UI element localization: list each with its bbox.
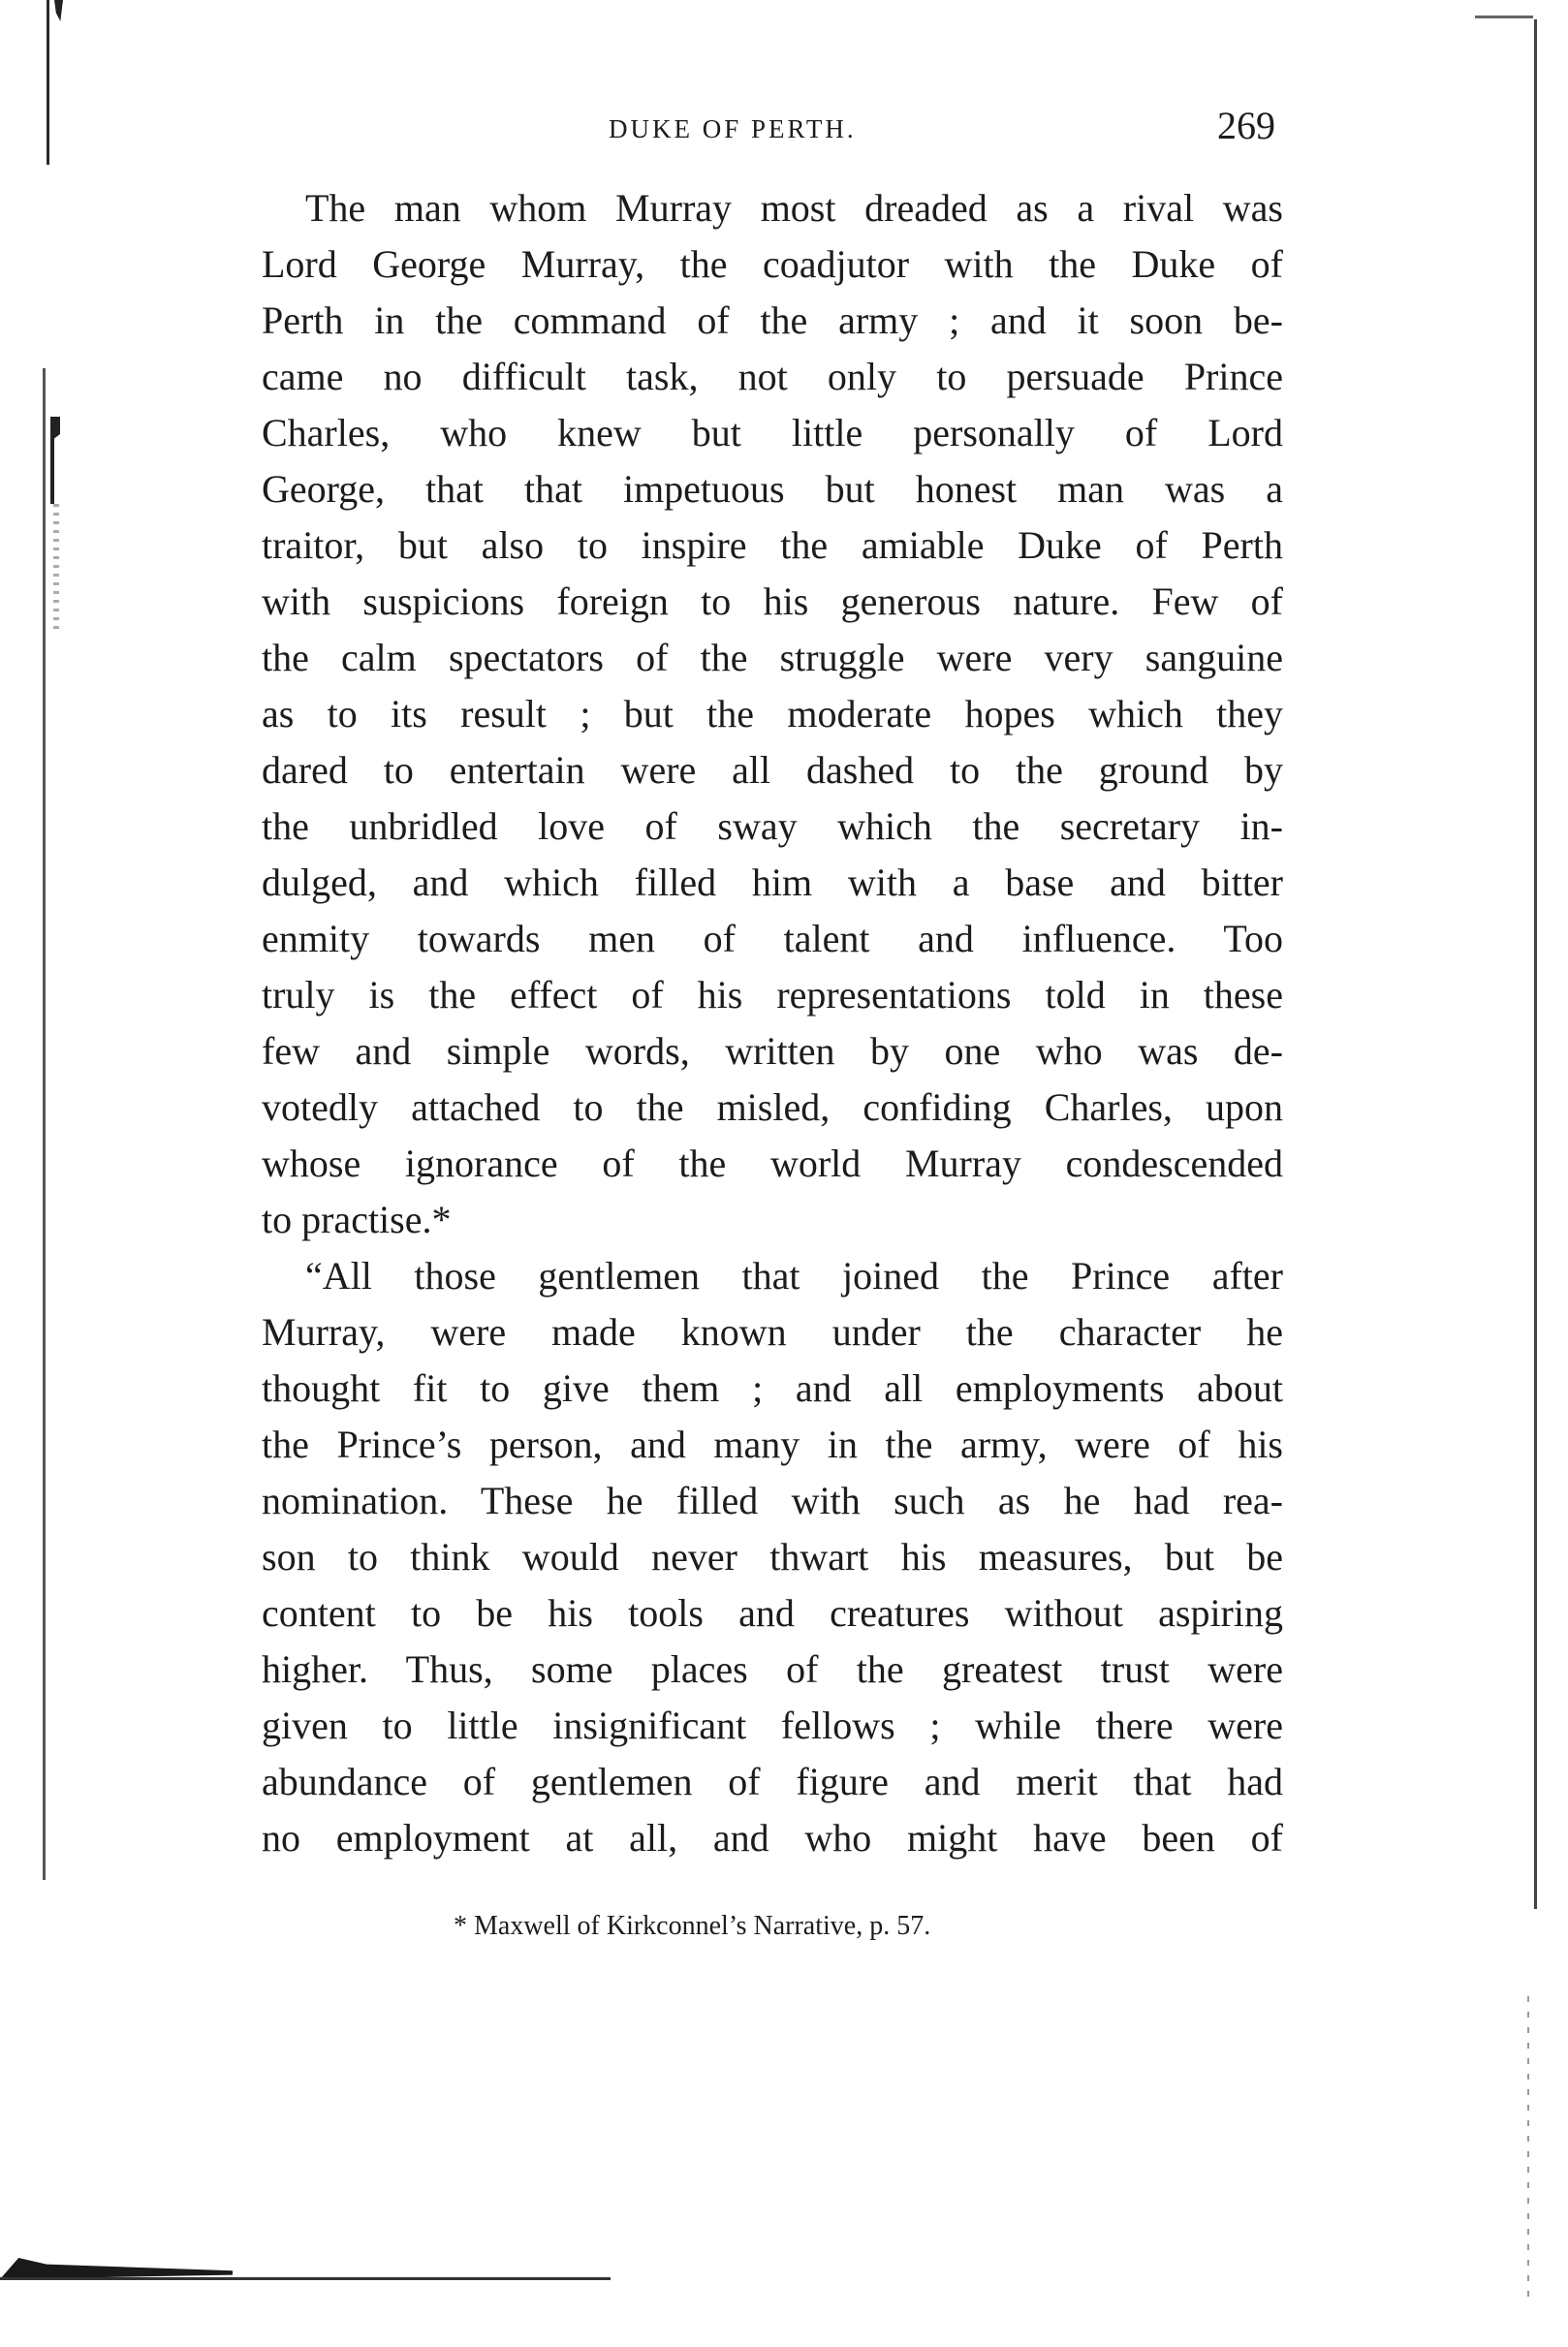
scan-mark-top-left xyxy=(54,0,63,21)
page-number: 269 xyxy=(1217,104,1275,147)
text-line: given to little insignificant fellows ; while there were xyxy=(262,1704,1283,1747)
text-line: nomination. These he filled with such as he had rea- xyxy=(262,1479,1283,1522)
text-line: Perth in the command of the army ; and it soon be- xyxy=(262,298,1283,342)
text-line: dulged, and which filled him with a base and bitter xyxy=(262,861,1283,904)
text-line: as to its result ; but the moderate hopes which they xyxy=(262,692,1283,735)
text-line: few and simple words, written by one who was de- xyxy=(262,1029,1283,1073)
text-line: son to think would never thwart his measures, but be xyxy=(262,1535,1283,1579)
scan-bracket-left xyxy=(50,417,60,504)
text-line: “All those gentlemen that joined the Prince after xyxy=(305,1254,1283,1298)
text-line: George, that that impetuous but honest man was a xyxy=(262,467,1283,511)
text-line: abundance of gentlemen of figure and merit that had xyxy=(262,1760,1283,1803)
text-line: content to be his tools and creatures without aspiring xyxy=(262,1591,1283,1635)
scan-line-bottom xyxy=(0,2277,611,2280)
text-line: no employment at all, and who might have been of xyxy=(262,1816,1283,1860)
text-line: whose ignorance of the world Murray condescended xyxy=(262,1142,1283,1185)
text-line: thought fit to give them ; and all employments about xyxy=(262,1366,1283,1410)
text-line: Charles, who knew but little personally of Lord xyxy=(262,411,1283,454)
text-line: to practise.* xyxy=(262,1198,452,1241)
body-text xyxy=(262,180,1283,1866)
scan-edge-bottom xyxy=(0,2258,620,2279)
text-line: enmity towards men of talent and influence. Too xyxy=(262,917,1283,960)
text-line: the unbridled love of sway which the secretary in- xyxy=(262,804,1283,848)
text-line: higher. Thus, some places of the greatest trust were xyxy=(262,1647,1283,1691)
text-line: came no difficult task, not only to persuade Prince xyxy=(262,355,1283,398)
footnote: * Maxwell of Kirkconnel’s Narrative, p. 57. xyxy=(454,1911,931,1941)
text-line: Murray, were made known under the character he xyxy=(262,1310,1283,1354)
text-line: The man whom Murray most dreaded as a rival was xyxy=(305,186,1283,230)
text-line: Lord George Murray, the coadjutor with the Duke of xyxy=(262,242,1283,286)
text-line: dared to entertain were all dashed to the ground by xyxy=(262,748,1283,792)
scan-wedge-bottom-left xyxy=(0,2258,233,2279)
text-line: traitor, but also to inspire the amiable Duke of Perth xyxy=(262,523,1283,567)
scan-mark-top-right xyxy=(1475,16,1533,18)
scan-edge-right xyxy=(1534,19,1537,1909)
text-line: truly is the effect of his representations told in these xyxy=(262,973,1283,1017)
text-line: with suspicions foreign to his generous nature. Few of xyxy=(262,579,1283,623)
running-head: DUKE OF PERTH. xyxy=(609,114,857,143)
scan-edge-left-long xyxy=(43,368,46,1880)
scan-dots-left xyxy=(53,504,59,630)
scan-edge-left xyxy=(47,0,49,165)
text-line: the calm spectators of the struggle were very sanguine xyxy=(262,636,1283,679)
text-line: the Prince’s person, and many in the army, were of his xyxy=(262,1423,1283,1466)
text-line: votedly attached to the misled, confiding Charles, upon xyxy=(262,1085,1283,1129)
scan-dashes-right xyxy=(1527,1996,1529,2306)
